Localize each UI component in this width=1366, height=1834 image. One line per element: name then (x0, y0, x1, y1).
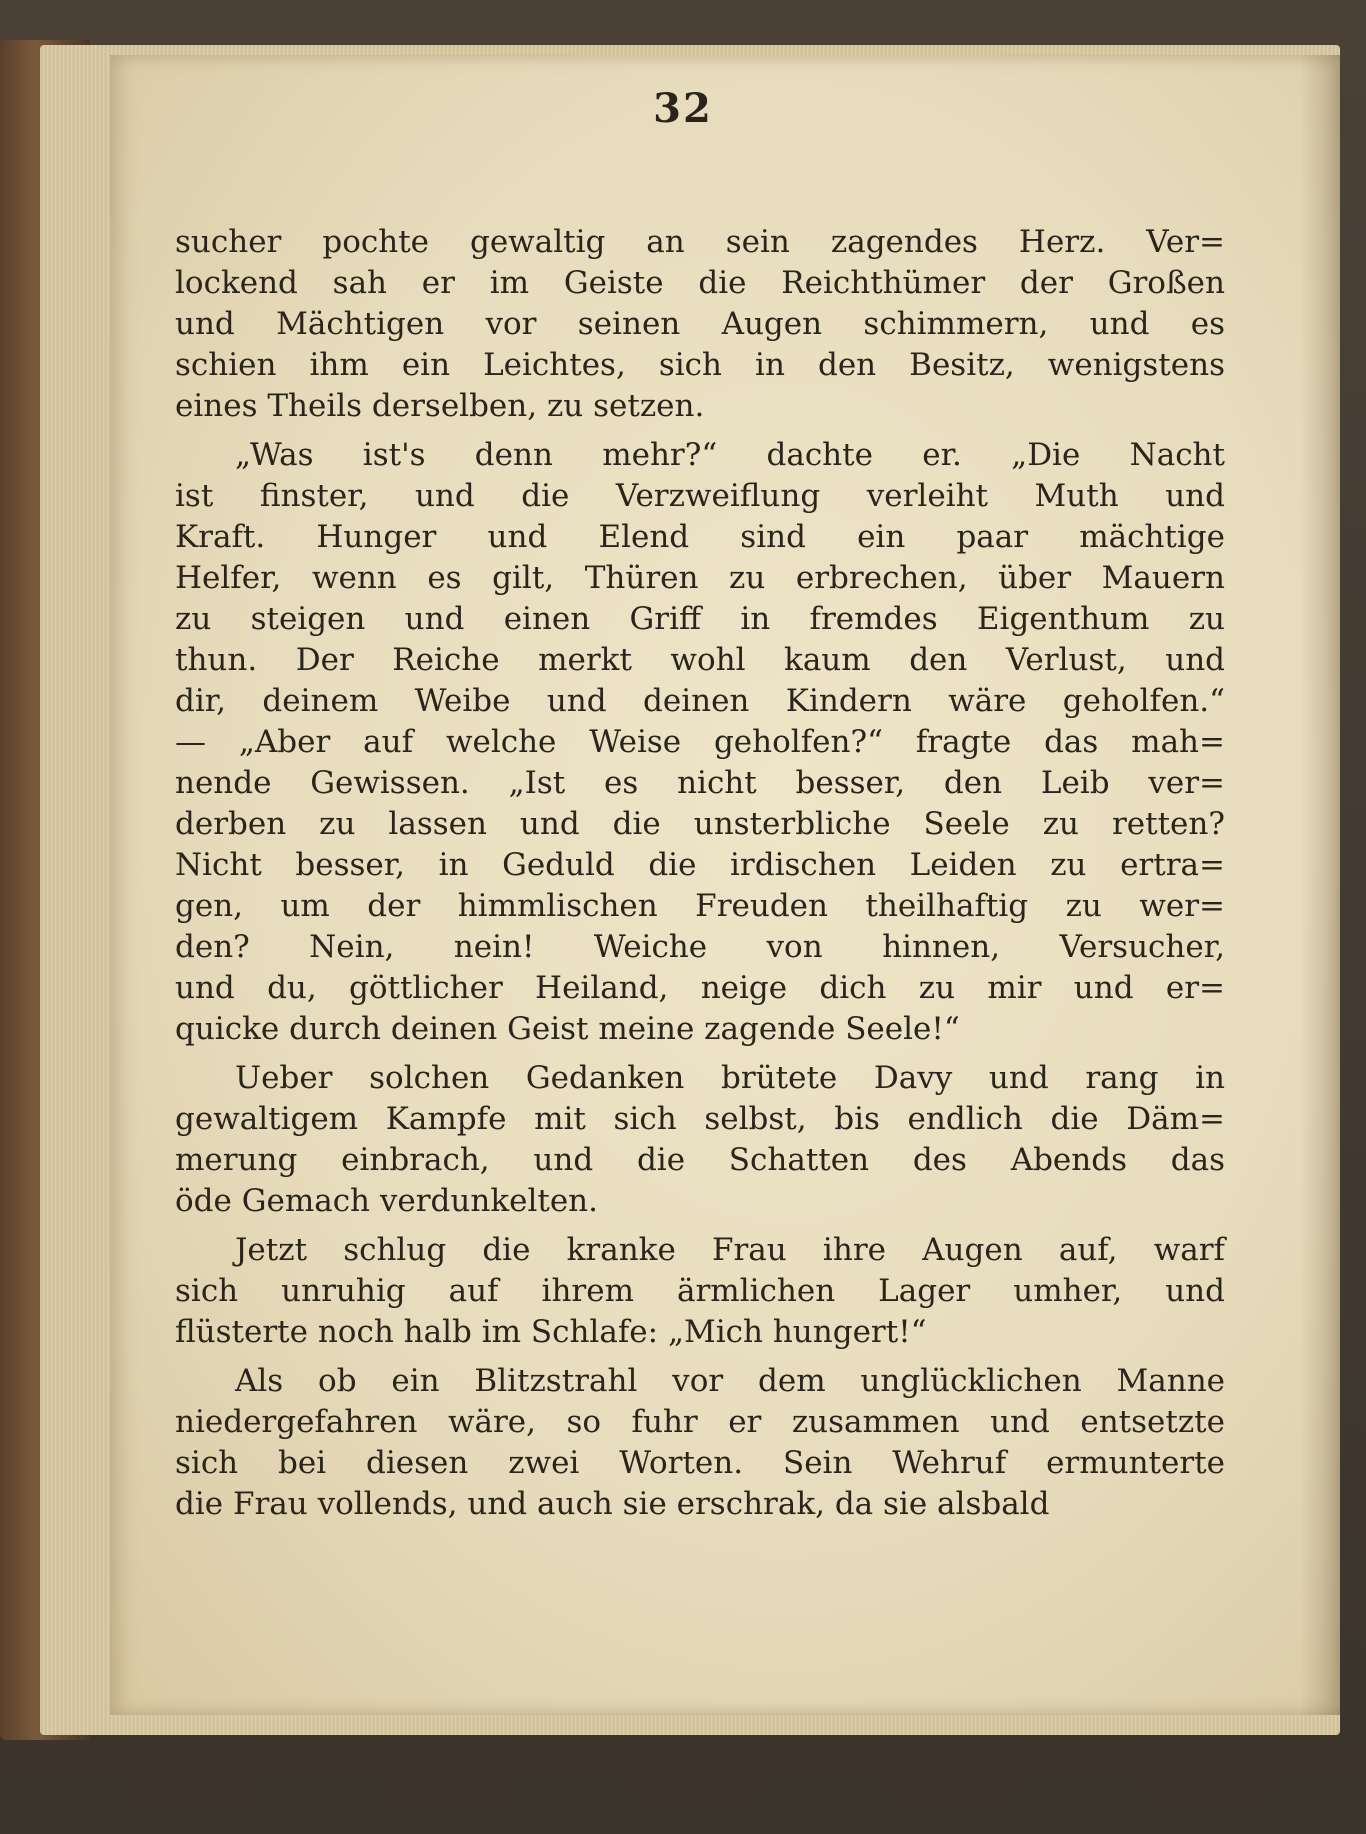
text-line: Nicht besser, in Geduld die irdischen Leiden zu ertra= (175, 847, 1225, 883)
text-line: schien ihm ein Leichtes, sich in den Besitz, wenigstens (175, 347, 1225, 383)
text-line: thun. Der Reiche merkt wohl kaum den Verlust, und (175, 642, 1225, 678)
text-line: nende Gewissen. „Ist es nicht besser, den Leib ver= (175, 765, 1225, 801)
paragraph (175, 1058, 1225, 1222)
text-line: quicke durch deinen Geist meine zagende Seele!“ (175, 1011, 960, 1047)
text-line: ist finster, und die Verzweiflung verleiht Muth und (175, 478, 1225, 514)
text-line: Als ob ein Blitzstrahl vor dem unglücklichen Manne (235, 1363, 1225, 1399)
paragraph (175, 1230, 1225, 1353)
text-line: und du, göttlicher Heiland, neige dich zu mir und er= (175, 970, 1225, 1006)
text-line: öde Gemach verdunkelten. (175, 1183, 598, 1219)
text-line: sucher pochte gewaltig an sein zagendes Herz. Ver= (175, 224, 1225, 260)
text-line: Ueber solchen Gedanken brütete Davy und rang in (235, 1060, 1225, 1096)
paragraph (175, 1361, 1225, 1525)
text-line: zu steigen und einen Griff in fremdes Eigenthum zu (175, 601, 1225, 637)
text-line: dir, deinem Weibe und deinen Kindern wäre geholfen.“ (175, 683, 1225, 719)
paragraph (175, 222, 1225, 427)
text-line: Helfer, wenn es gilt, Thüren zu erbrechen, über Mauern (175, 560, 1225, 596)
text-line: merung einbrach, und die Schatten des Abends das (175, 1142, 1225, 1178)
text-line: und Mächtigen vor seinen Augen schimmern, und es (175, 306, 1225, 342)
text-line: gen, um der himmlischen Freuden theilhaftig zu wer= (175, 888, 1225, 924)
spine-shadow (1300, 55, 1340, 1715)
paragraph (175, 435, 1225, 1050)
text-line: sich unruhig auf ihrem ärmlichen Lager umher, und (175, 1273, 1225, 1309)
page-number: 32 (653, 85, 713, 132)
text-line: Jetzt schlug die kranke Frau ihre Augen auf, warf (235, 1232, 1225, 1268)
text-line: Kraft. Hunger und Elend sind ein paar mächtige (175, 519, 1225, 555)
text-line: sich bei diesen zwei Worten. Sein Wehruf ermunterte (175, 1445, 1225, 1481)
text-line: derben zu lassen und die unsterbliche Seele zu retten? (175, 806, 1225, 842)
body-text (175, 222, 1225, 1533)
text-line: gewaltigem Kampfe mit sich selbst, bis endlich die Däm= (175, 1101, 1225, 1137)
text-line: flüsterte noch halb im Schlafe: „Mich hungert!“ (175, 1314, 927, 1350)
text-line: die Frau vollends, und auch sie erschrak, da sie alsbald (175, 1486, 1050, 1522)
text-line: niedergefahren wäre, so fuhr er zusammen und entsetzte (175, 1404, 1225, 1440)
text-line: den? Nein, nein! Weiche von hinnen, Versucher, (175, 929, 1225, 965)
text-line: eines Theils derselben, zu setzen. (175, 388, 705, 424)
text-line: „Was ist's denn mehr?“ dachte er. „Die Nacht (235, 437, 1225, 473)
text-line: — „Aber auf welche Weise geholfen?“ fragte das mah= (175, 724, 1225, 760)
text-line: lockend sah er im Geiste die Reichthümer der Großen (175, 265, 1225, 301)
